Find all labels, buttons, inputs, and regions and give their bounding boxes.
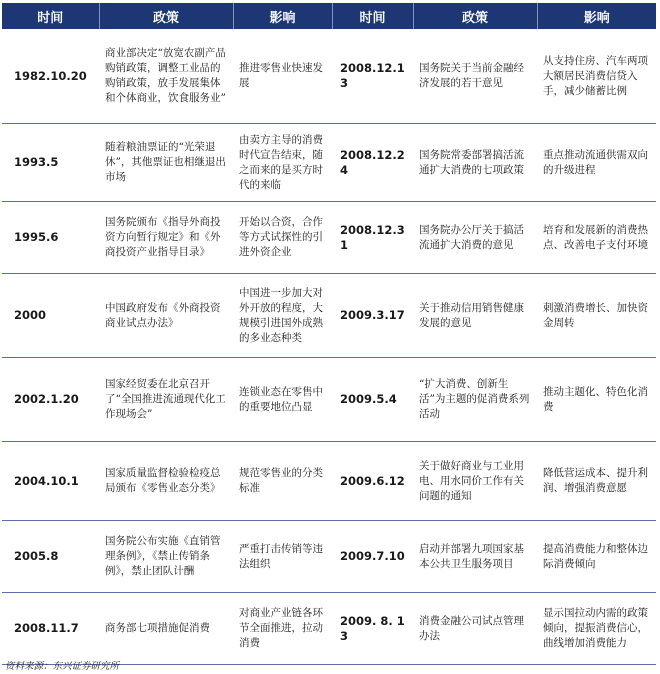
- policy-cell: 随着粮油票证的“光荣退休”，其他票证也相继退出市场: [99, 124, 233, 202]
- table-row: [2, 29, 656, 124]
- date-cell: 2008.12.31: [332, 202, 413, 274]
- policy-cell: 关于做好商业与工业用电、用水同价工作有关问题的通知: [413, 442, 537, 521]
- date-cell: 2009. 8. 13: [332, 593, 413, 665]
- impact-cell: 刺激消费增长、加快资金周转: [537, 274, 656, 358]
- impact-cell: 培育和发展新的消费热点、改善电子支付环境: [537, 202, 656, 274]
- impact-cell: 规范零售业的分类标准: [233, 442, 332, 521]
- table-header-row: [2, 3, 656, 29]
- table-row: [2, 442, 656, 521]
- policy-cell: 中国政府发布《外商投资商业试点办法》: [99, 274, 233, 358]
- date-cell: 1982.10.20: [2, 29, 99, 124]
- policy-cell: 国务院常委部署搞活流通扩大消费的七项政策: [413, 124, 537, 202]
- impact-cell: 推动主题化、特色化消费: [537, 358, 656, 442]
- date-cell: 1993.5: [2, 124, 99, 202]
- policy-cell: 国务院公布实施《直销管理条例》，《禁止传销条例》，禁止团队计酬: [99, 521, 233, 593]
- impact-cell: 从支持住房、汽车两项大额居民消费信贷入手，减少储蓄比例: [537, 29, 656, 124]
- policy-cell: 商务部七项措施促消费: [99, 593, 233, 665]
- header-policy-1: 政策: [99, 3, 233, 29]
- impact-cell: 对商业产业链各环节全面推进，拉动消费: [233, 593, 332, 665]
- date-cell: 2005.8: [2, 521, 99, 593]
- impact-cell: 推进零售业快速发展: [233, 29, 332, 124]
- impact-cell: 提高消费能力和整体边际消费倾向: [537, 521, 656, 593]
- policy-cell: 商业部决定“放宽农副产品购销政策，调整工业品的购销政策，放手发展集体和个体商业，饮食服务业”: [99, 29, 233, 124]
- impact-cell: 由卖方主导的消费时代宣告结束，随之而来的是买方时代的来临: [233, 124, 332, 202]
- table-row: [2, 274, 656, 358]
- date-cell: 2009.6.12: [332, 442, 413, 521]
- date-cell: 2004.10.1: [2, 442, 99, 521]
- policy-cell: 国务院关于当前金融经济发展的若干意见: [413, 29, 537, 124]
- date-cell: 2000: [2, 274, 99, 358]
- table-row: [2, 202, 656, 274]
- date-cell: 2009.7.10: [332, 521, 413, 593]
- impact-cell: 降低营运成本、提升利润、增强消费意愿: [537, 442, 656, 521]
- header-time-2: 时间: [332, 3, 413, 29]
- header-policy-2: 政策: [413, 3, 537, 29]
- impact-cell: 严重打击传销等违法组织: [233, 521, 332, 593]
- policy-cell: “扩大消费、创新生活”为主题的促消费系列活动: [413, 358, 537, 442]
- date-cell: 1995.6: [2, 202, 99, 274]
- table-row: [2, 521, 656, 593]
- impact-cell: 连锁业态在零售中的重要地位凸显: [233, 358, 332, 442]
- impact-cell: 中国进一步加大对外开放的程度，大规模引进国外成熟的多业态种类: [233, 274, 332, 358]
- date-cell: 2008.12.24: [332, 124, 413, 202]
- date-cell: 2009.3.17: [332, 274, 413, 358]
- date-cell: 2008.11.7: [2, 593, 99, 665]
- policy-cell: 国务院办公厅关于搞活流通扩大消费的意见: [413, 202, 537, 274]
- policy-cell: 国家质量监督检验检疫总局颁布《零售业态分类》: [99, 442, 233, 521]
- header-impact-2: 影响: [537, 3, 656, 29]
- source-note: 资料来源：东兴证券研究所: [5, 661, 120, 672]
- impact-cell: 重点推动流通供需双向的升级进程: [537, 124, 656, 202]
- table-row: [2, 593, 656, 665]
- date-cell: 2002.1.20: [2, 358, 99, 442]
- table-row: [2, 124, 656, 202]
- impact-cell: 开始以合资，合作等方式试探性的引进外资企业: [233, 202, 332, 274]
- policy-table: [2, 3, 656, 665]
- policy-cell: 关于推动信用销售健康发展的意见: [413, 274, 537, 358]
- policy-table-container: [2, 3, 656, 665]
- policy-cell: 国家经贸委在北京召开了“全国推进流通现代化工作现场会”: [99, 358, 233, 442]
- header-impact-1: 影响: [233, 3, 332, 29]
- policy-cell: 消费金融公司试点管理办法: [413, 593, 537, 665]
- impact-cell: 显示国拉动内需的政策倾向，提振消费信心，曲线增加消费能力: [537, 593, 656, 665]
- date-cell: 2008.12.13: [332, 29, 413, 124]
- policy-cell: 国务院颁布《指导外商投资方向暂行规定》和《外商投资产业指导目录》: [99, 202, 233, 274]
- policy-cell: 启动并部署九项国家基本公共卫生服务项目: [413, 521, 537, 593]
- date-cell: 2009.5.4: [332, 358, 413, 442]
- header-time-1: 时间: [2, 3, 99, 29]
- table-row: [2, 358, 656, 442]
